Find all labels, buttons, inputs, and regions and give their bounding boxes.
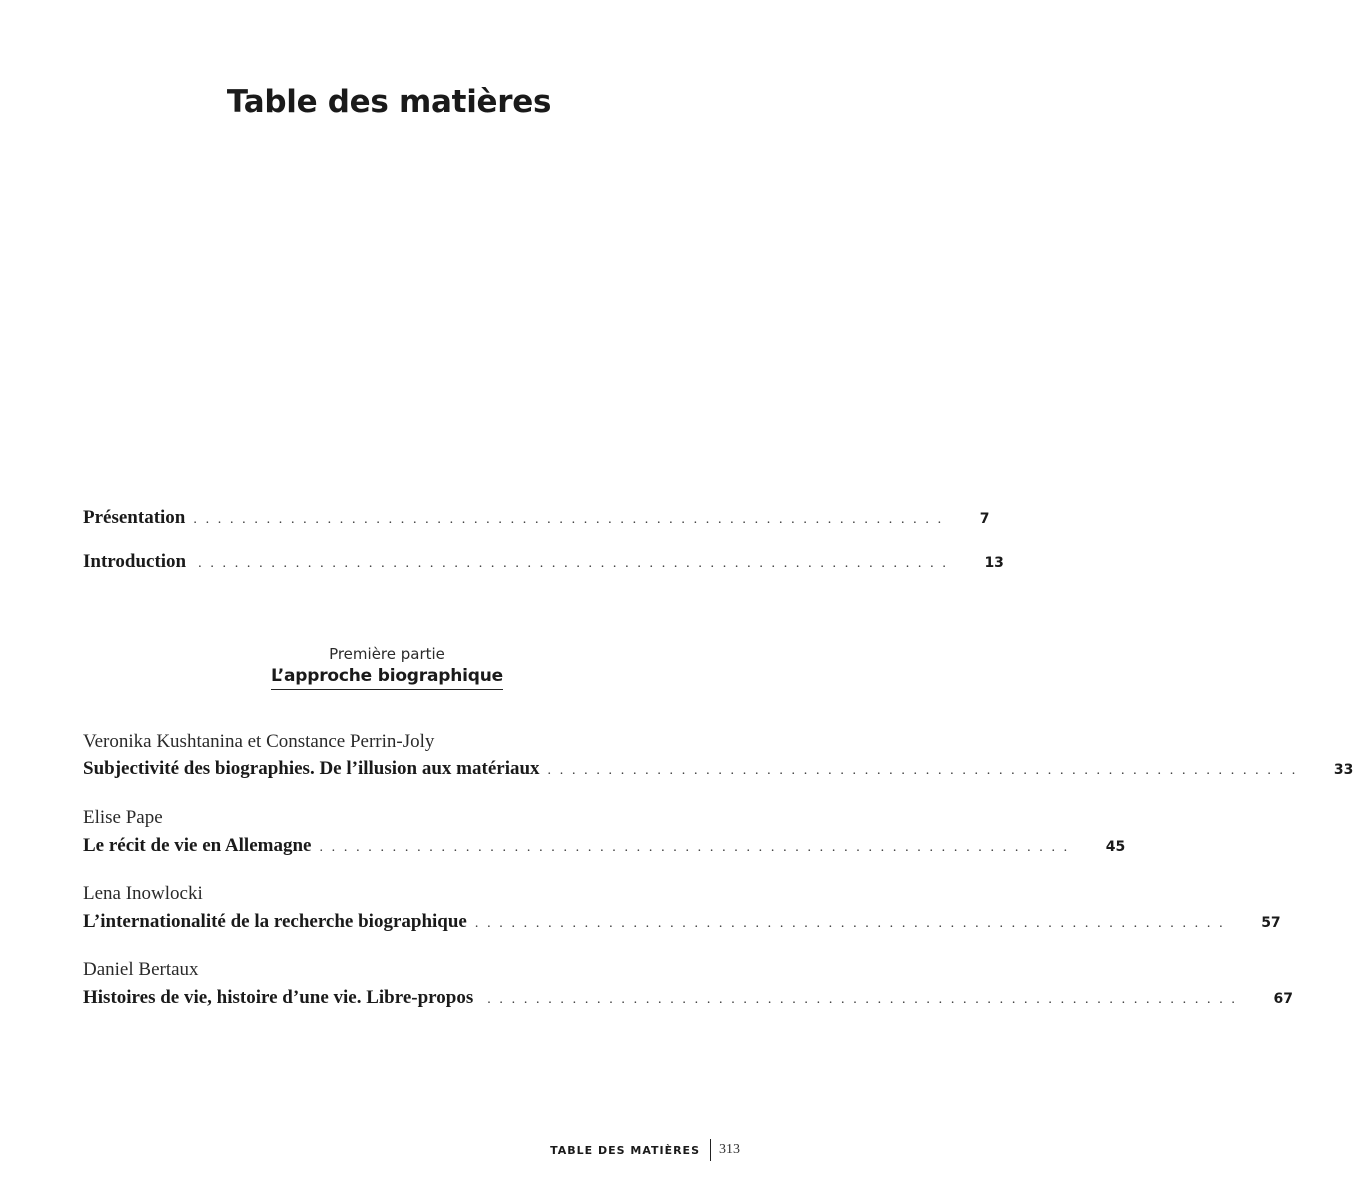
page-footer (550, 1138, 740, 1162)
dot-leader: . . . . . . . . . . . . . . . . . . . . . . . . . . . . . . . . . . . . . . . . . . . . . . . . . . . . . . . . . . . . . . (487, 992, 1238, 1007)
toc-entry-introduction[interactable] (83, 551, 1004, 581)
dot-leader: . . . . . . . . . . . . . . . . . . . . . . . . . . . . . . . . . . . . . . . . . . . . . . . . . . . . . . . . . . . . . . (198, 556, 949, 571)
toc-entry-title: L’internationalité de la recherche biographique (83, 911, 467, 932)
part-label: Première partie (329, 645, 445, 663)
footer-divider (710, 1139, 711, 1161)
dot-leader: . . . . . . . . . . . . . . . . . . . . . . . . . . . . . . . . . . . . . . . . . . . . . . . . . . . . . . . . . . . . . . (193, 512, 944, 527)
toc-entry-chapter[interactable] (83, 987, 1294, 1017)
toc-entry-chapter[interactable] (83, 758, 1353, 788)
toc-entry-title: Présentation (83, 507, 186, 528)
dot-leader: . . . . . . . . . . . . . . . . . . . . . . . . . . . . . . . . . . . . . . . . . . . . . . . . . . . . . . . . . . . . . . (474, 916, 1226, 931)
page-title: Table des matières (226, 84, 552, 120)
chapter-author: Lena Inowlocki (83, 883, 203, 904)
chapter-author: Daniel Bertaux (83, 959, 199, 980)
toc-entry-page-number: 33 (1333, 762, 1353, 778)
dot-leader: . . . . . . . . . . . . . . . . . . . . . . . . . . . . . . . . . . . . . . . . . . . . . . . . . . . . . . . . . . . . . . (547, 763, 1298, 778)
part-heading (0, 666, 774, 690)
chapter-author: Elise Pape (83, 807, 163, 828)
toc-entry-presentation[interactable] (83, 507, 990, 537)
toc-entry-page-number: 45 (1105, 839, 1126, 855)
toc-entry-title: Introduction (83, 551, 187, 572)
dot-leader: . . . . . . . . . . . . . . . . . . . . . . . . . . . . . . . . . . . . . . . . . . . . . . . . . . . . . . . . . . . . . . (319, 840, 1070, 855)
toc-entry-chapter[interactable] (83, 835, 1126, 865)
toc-entry-chapter[interactable] (83, 911, 1281, 941)
toc-entry-title: Le récit de vie en Allemagne (83, 835, 312, 856)
toc-entry-page-number: 13 (984, 555, 1004, 571)
toc-entry-page-number: 67 (1273, 991, 1294, 1007)
toc-entry-title: Subjectivité des biographies. De l’illusion aux matériaux (83, 758, 540, 779)
part-title: L’approche biographique (271, 666, 503, 690)
toc-entry-title: Histoires de vie, histoire d’une vie. Libre-propos (83, 987, 474, 1008)
toc-entry-page-number: 57 (1261, 915, 1281, 931)
running-footer-label: TABLE DES MATIÈRES (550, 1143, 700, 1157)
toc-entry-page-number: 7 (979, 511, 990, 527)
page-number: 313 (719, 1142, 740, 1157)
chapter-author: Veronika Kushtanina et Constance Perrin-Joly (83, 731, 435, 752)
